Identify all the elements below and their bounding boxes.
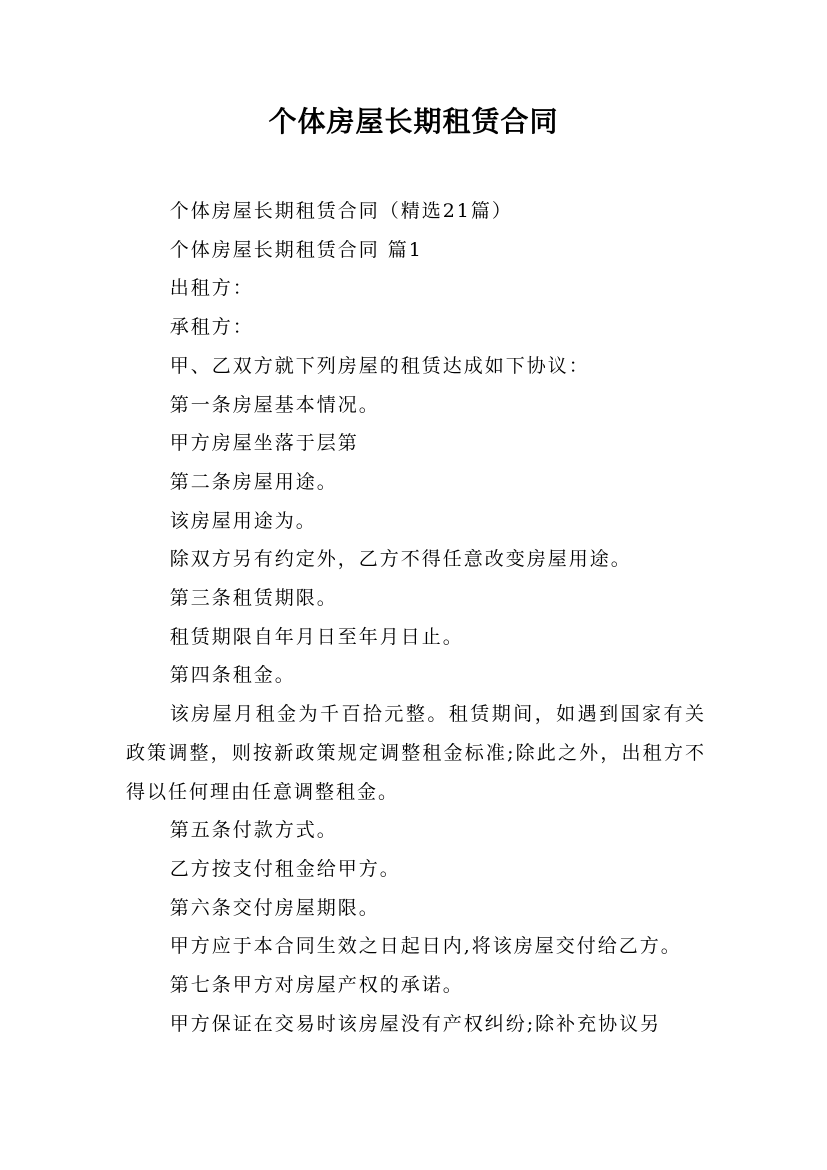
paragraph: 出租方： (169, 277, 254, 300)
document-title: 个体房屋长期租赁合同 (268, 105, 559, 138)
paragraph: 第七条甲方对房屋产权的承诺。 (169, 974, 464, 997)
paragraph: 除双方另有约定外，乙方不得任意改变房屋用途。 (169, 548, 632, 571)
paragraph: 甲方保证在交易时该房屋没有产权纠纷;除补充协议另 (169, 1012, 662, 1035)
paragraph: 乙方按支付租金给甲方。 (169, 857, 401, 880)
paragraph: 第六条交付房屋期限。 (169, 896, 380, 919)
paragraph: 该房屋月租金为千百拾元整。租赁期间，如遇到国家有关政策调整，则按新政策规定调整租金标准;除此之外，出租方不得以任何理由任意调整租金。 (126, 703, 706, 803)
paragraph: 甲方应于本合同生效之日起日内,将该房屋交付给乙方。 (169, 935, 682, 958)
paragraph: 第二条房屋用途。 (169, 470, 338, 493)
paragraph: 承租方： (169, 316, 254, 339)
paragraph: 租赁期限自年月日至年月日止。 (169, 625, 464, 648)
paragraph: 个体房屋长期租赁合同 篇1 (169, 238, 423, 261)
paragraph: 第五条付款方式。 (169, 819, 338, 842)
paragraph: 该房屋用途为。 (169, 509, 317, 532)
paragraph: 第一条房屋基本情况。 (169, 393, 380, 416)
paragraph: 甲、乙双方就下列房屋的租赁达成如下协议： (169, 354, 590, 377)
paragraph: 甲方房屋坐落于层第 (169, 432, 359, 455)
paragraph: 个体房屋长期租赁合同（精选21篇） (169, 200, 513, 222)
document-body (126, 192, 706, 1043)
paragraph: 第四条租金。 (169, 664, 296, 687)
paragraph: 第三条租赁期限。 (169, 587, 338, 610)
